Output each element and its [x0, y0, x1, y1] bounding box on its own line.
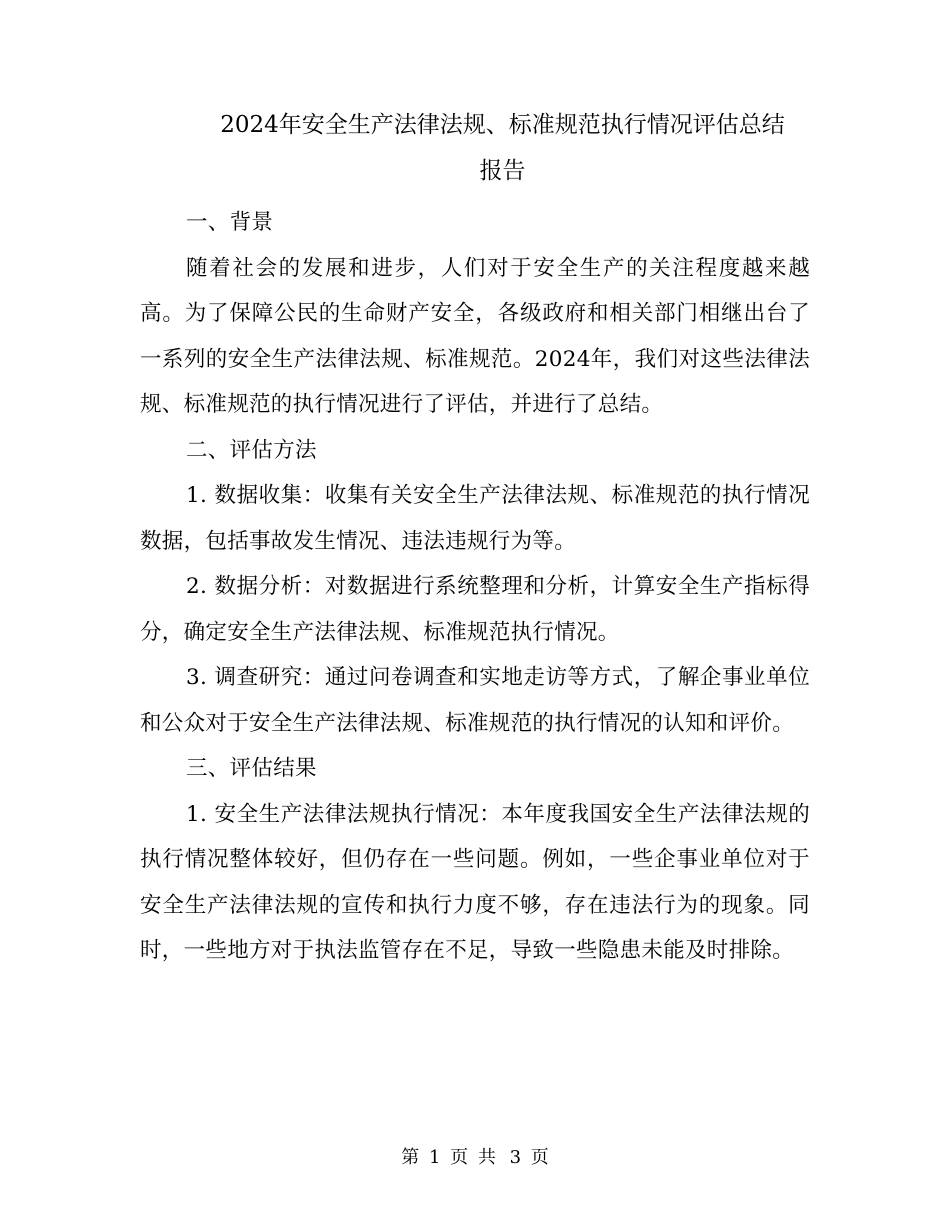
section-background — [140, 200, 810, 428]
paragraph: 1. 数据收集：收集有关安全生产法律法规、标准规范的执行情况数据，包括事故发生情况、违法违规行为等。 — [140, 483, 810, 554]
footer-current-page: 1 — [428, 1147, 441, 1168]
section-heading: 二、评估方法 — [186, 437, 317, 463]
footer-total-pages: 3 — [509, 1147, 522, 1168]
page-footer — [0, 1146, 950, 1170]
document-title-line1: 2024年安全生产法律法规、标准规范执行情况评估总结 — [220, 112, 785, 138]
paragraph: 3. 调查研究：通过问卷调查和实地走访等方式，了解企事业单位和公众对于安全生产法律法规、标准规范的执行情况的认知和评价。 — [140, 665, 810, 736]
paragraph: 2. 数据分析：对数据进行系统整理和分析，计算安全生产指标得分，确定安全生产法律法规、标准规范执行情况。 — [140, 574, 810, 645]
section-heading: 三、评估结果 — [186, 756, 317, 781]
section-results — [140, 746, 810, 974]
paragraph: 随着社会的发展和进步，人们对于安全生产的关注程度越来越高。为了保障公民的生命财产安全，各级政府和相关部门相继出台了一系列的安全生产法律法规、标准规范。2024年，我们对这些法律法规、标准规范的执行情况进行了评估，并进行了总结。 — [140, 255, 810, 417]
document-content — [140, 102, 810, 974]
footer-label-page: 第 — [401, 1147, 420, 1168]
footer-label-page-unit: 页 — [450, 1147, 469, 1168]
footer-label-total-unit: 页 — [530, 1147, 549, 1168]
paragraph: 1. 安全生产法律法规执行情况：本年度我国安全生产法律法规的执行情况整体较好，但仍存在一些问题。例如，一些企事业单位对于安全生产法律法规的宣传和执行力度不够，存在违法行为的现象。同时，一些地方对于执法监管存在不足，导致一些隐患未能及时排除。 — [140, 801, 810, 963]
section-methods — [140, 428, 810, 747]
document-title-line2: 报告 — [479, 158, 526, 184]
document-title — [140, 102, 810, 194]
section-heading: 一、背景 — [186, 210, 274, 235]
footer-label-total: 共 — [477, 1147, 496, 1168]
